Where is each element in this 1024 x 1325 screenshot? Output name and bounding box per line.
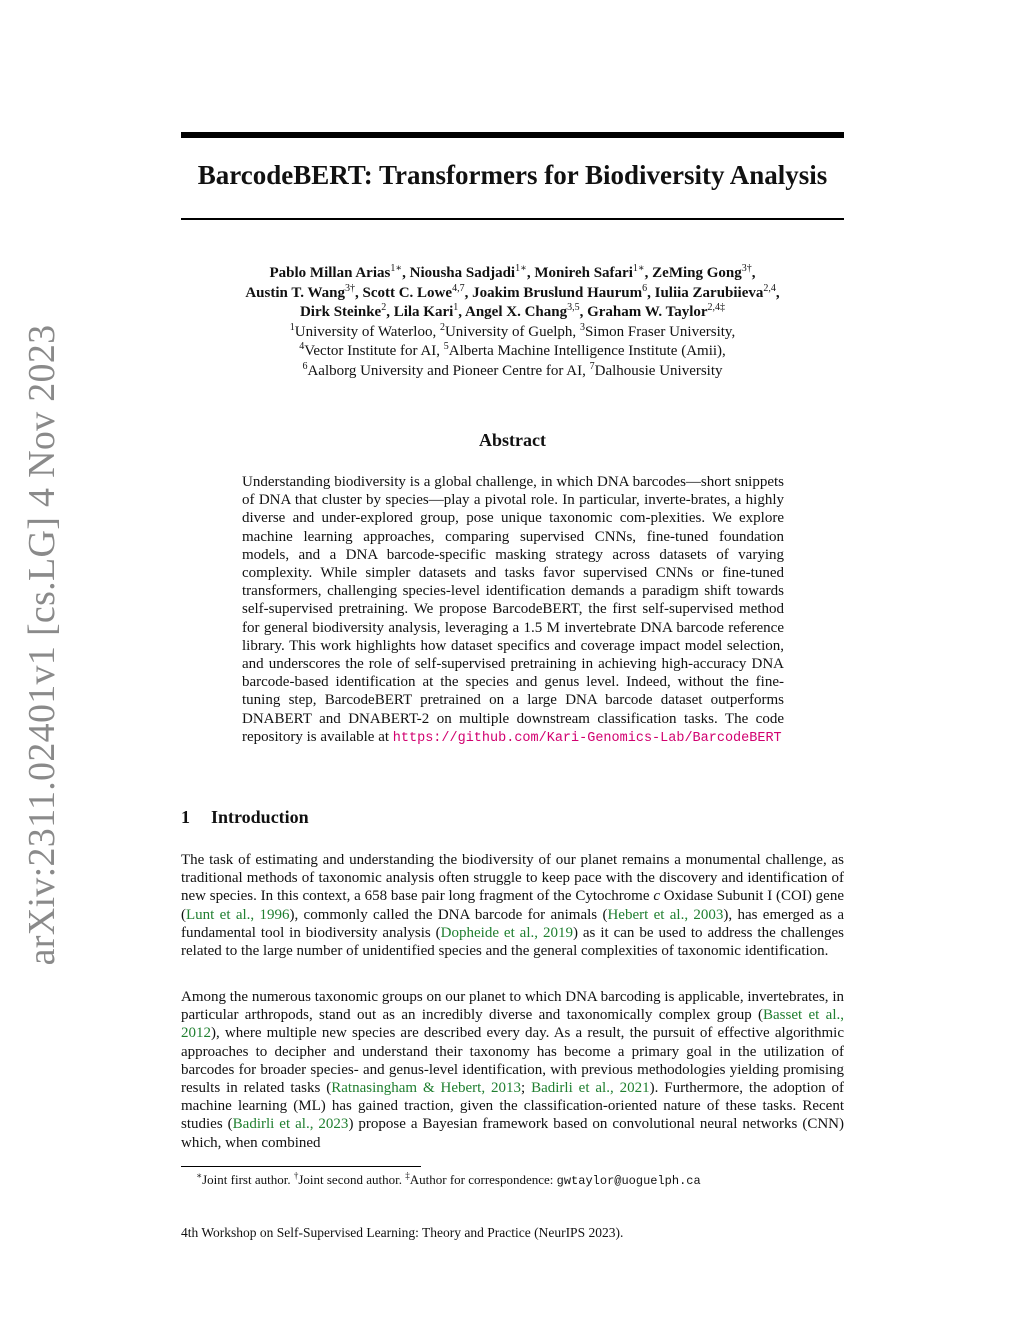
author: Monireh Safari: [534, 265, 633, 281]
author: Scott C. Lowe: [362, 284, 453, 301]
citation-link[interactable]: Basset et al., 2012: [181, 1007, 844, 1042]
venue-note: 4th Workshop on Self-Supervised Learning: Theory and Practice (NeurIPS 2023).: [181, 1225, 624, 1240]
paper-title: BarcodeBERT: Transformers for Biodiversity Analysis: [197, 160, 828, 190]
affiliation: Simon Fraser University,: [584, 323, 736, 340]
intro-paragraph-1: The task of estimating and understanding the biodiversity of our planet remains a monumental challenge, as traditional methods of taxonomic analysis often struggle to keep pace with the discovery and identification of new species. In this context, a 658 base pair long fragment of the Cytochrome c Oxidase Subunit I (COI) gene (Lunt et al., 1996), commonly called the DNA barcode for animals (Hebert et al., 2003), has emerged as a fundamental tool in biodiversity analysis (Dopheide et al., 2019) as it can be used to address the challenges related to the large number of unidentified species and the general complexities of taxonomic identification.: [181, 852, 844, 960]
author: Iuliia Zarubiieva: [654, 284, 764, 301]
code-repository-link[interactable]: https://github.com/Kari-Genomics-Lab/BarcodeBERT: [392, 730, 782, 746]
citation-link[interactable]: Hebert et al., 2003: [607, 906, 724, 923]
author: Joakim Bruslund Haurum: [472, 284, 643, 301]
affiliation: Aalborg University and Pioneer Centre for AI,: [307, 362, 590, 379]
author-names: Pablo Millan Arias$^{1∗}$, Niousha Sadjadi$^{1∗}$, Monireh Safari$^{1∗}$, ZeMing Gong$^{3\dagger}$, Austin T. Wang$^{3\dagger}$, Scott C. Lowe$^{4,7}$, Joakim Bruslund Haurum$^6$, Iuliia Zarubiieva$^{2,4}$, Dirk Steinke$^2$, Lila Kari$^1$, Angel X. Chang$^{3,5}$, Graham W. Taylor$^{2,4\ddagger}$: [245, 263, 780, 320]
author-block: [181, 264, 844, 381]
section-heading-introduction: 1 Introduction: [181, 807, 309, 827]
author: Angel X. Chang: [464, 304, 568, 320]
abstract-body: Understanding biodiversity is a global challenge, in which DNA barcodes—short snippets of DNA that cluster by species—play a pivotal role. In particular, inverte-brates, a highly diverse and under-explored group, pose unique taxonomic com-plexities. We explore machine learning approaches, comparing supervised CNNs, fine-tuned foundation models, and a DNA barcode-specific masking strategy across datasets of varying complexity. While simpler datasets and tasks favor supervised CNNs or fine-tuned transformers, challenging species-level identification demands a paradigm shift towards self-supervised pretraining. We propose BarcodeBERT, the first self-supervised method for general biodiversity analysis, leveraging a 1.5 M invertebrate DNA barcode reference library. This work highlights how dataset specifics and coverage impact model selection, and underscores the role of self-supervised pretraining in achieving high-accuracy DNA barcode-based identification at the species and genus level. Indeed, without the fine-tuning step, BarcodeBERT pretrained on a large DNA barcode dataset outperforms DNABERT and DNABERT-2 on multiple downstream classification tasks. The code repository is available at https://github.com/Kari-Genomics-Lab/BarcodeBERT: [242, 474, 784, 746]
author: Pablo Millan Arias: [269, 265, 391, 281]
citation-link[interactable]: Dopheide et al., 2019: [440, 924, 573, 941]
affiliation: University of Guelph,: [444, 323, 580, 340]
author: Graham W. Taylor: [587, 304, 708, 320]
footnote-rule: [181, 1166, 421, 1167]
title-bottom-rule: [181, 218, 844, 220]
author: Niousha Sadjadi: [409, 265, 516, 281]
author: Lila Kari: [393, 304, 454, 320]
intro-paragraph-2: Among the numerous taxonomic groups on our planet to which DNA barcoding is applicable, invertebrates, in particular arthropods, stand out as an incredibly diverse and taxonomically complex group (Basset et al., 2012), where multiple new species are described every day. As a result, the pursuit of effective algorithmic approaches to decipher and understand their taxonomy has become a primary goal in the utilization of barcodes for broader species- and genus-level identification, with previous methodologies yielding promising results in related tasks (Ratnasingham & Hebert, 2013; Badirli et al., 2021). Furthermore, the adoption of machine learning (ML) has gained traction, given the classification-oriented nature of these tasks. Recent studies (Badirli et al., 2023) propose a Bayesian framework based on convolutional neural networks (CNN) which, when combined: [181, 989, 845, 1151]
citation-link[interactable]: Ratnasingham & Hebert, 2013: [331, 1080, 522, 1097]
affiliation: Dalhousie University: [594, 362, 723, 379]
citation-link[interactable]: Badirli et al., 2023: [232, 1116, 349, 1133]
abstract-heading: Abstract: [479, 430, 546, 450]
footnote: ∗Joint first author. †Joint second author. ‡Author for correspondence: gwtaylor@uoguelph.ca: [196, 1170, 701, 1188]
author: ZeMing Gong: [652, 265, 742, 281]
title-top-rule: [181, 132, 844, 138]
author: Dirk Steinke: [299, 304, 382, 320]
citation-link[interactable]: Lunt et al., 1996: [186, 906, 290, 923]
author: Austin T. Wang: [245, 284, 345, 301]
affiliation: Alberta Machine Intelligence Institute (Amii),: [448, 343, 726, 359]
arxiv-identifier: arXiv:2311.02401v1 [cs.LG] 4 Nov 2023: [21, 324, 63, 966]
correspondence-email: gwtaylor@uoguelph.ca: [556, 1174, 701, 1188]
affiliation: University of Waterloo,: [294, 323, 440, 340]
affiliation: Vector Institute for AI,: [304, 343, 444, 359]
citation-link[interactable]: Badirli et al., 2021: [531, 1080, 650, 1097]
affiliations: $^1$University of Waterloo, $^2$University of Guelph, $^3$Simon Fraser University, $^4$Vector Institute for AI, $^5$Alberta Machine Intelligence Institute (Amii), $^6$Aalborg University and Pioneer Centre for AI, $^7$Dalhousie University: [289, 321, 736, 379]
